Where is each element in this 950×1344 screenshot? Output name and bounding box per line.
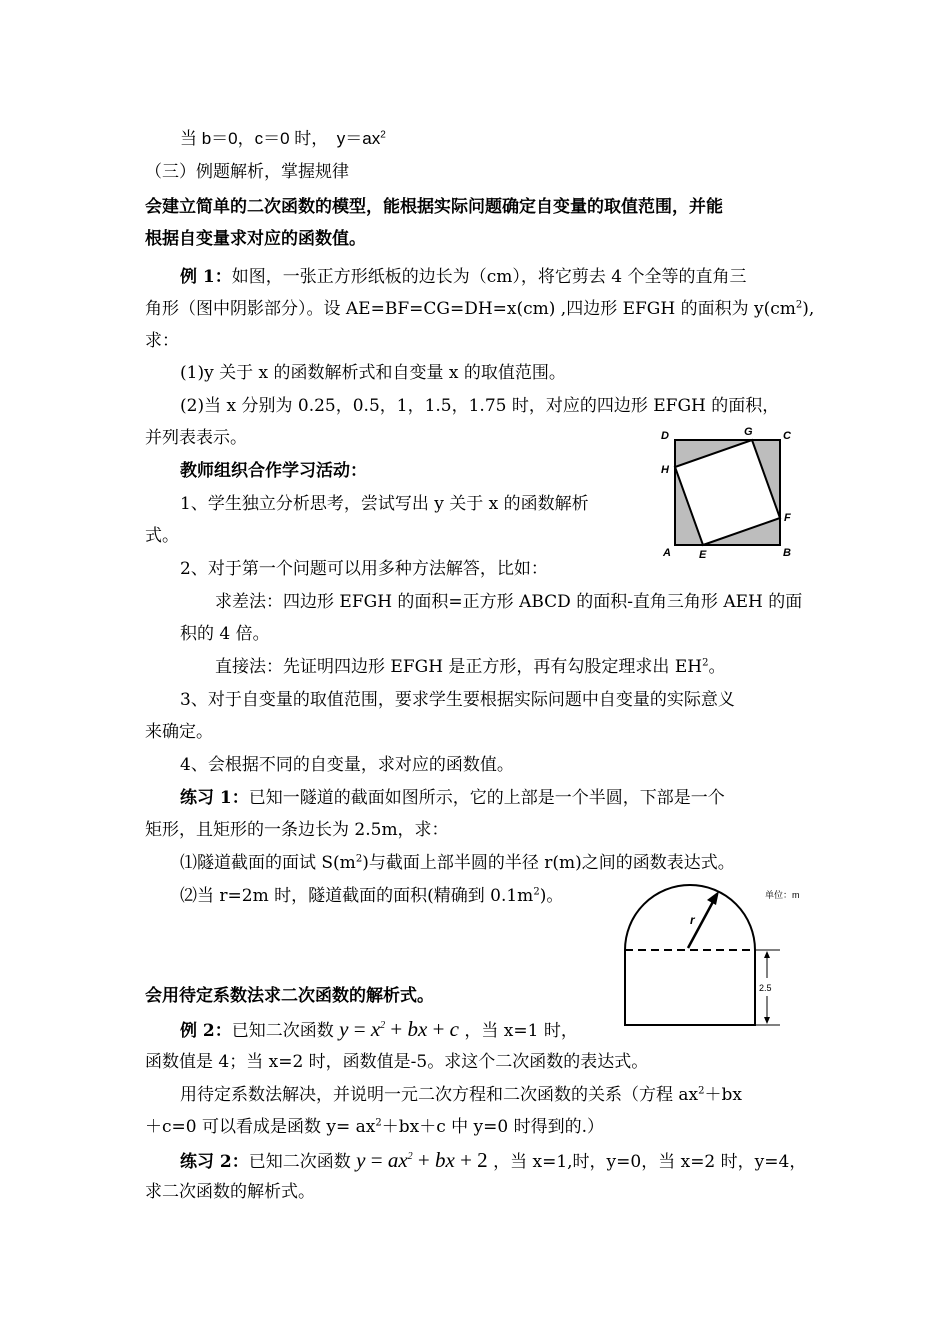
section-heading: （三）例题解析，掌握规律 [145,162,349,182]
tunnel-outline [625,885,755,1025]
step-1-line-2: 式。 [145,526,179,546]
example-2-formula: $y = x^2$ + bx + c [339,1017,459,1041]
solution-line-1: 用待定系数法解决，并说明一元二次方程和二次函数的关系（方程 $ax^2+bx$ [180,1085,742,1105]
example-1-question-2-cont: 并列表表示。 [145,428,247,448]
label-f: F [784,512,791,524]
solution-line-2: ＋c=0 可以看成是函数 $y= ax^2+bx+c$ 中 y=0 时得到的.） [145,1117,605,1137]
example-2-line-1: 例 2：已知二次函数 $y = x^2$ + bx + c ，当 x=1 时， [180,1017,578,1041]
practice-1-line-1: 练习 1：已知一隧道的截面如图所示，它的上部是一个半圆，下部是一个 [180,788,725,808]
practice-2-line-1: 练习 2：已知二次函数 $y = ax^2$ + bx + 2 ，当 x=1,时，y=0，当 x=2 时，y=4， [180,1148,807,1172]
label-b: B [783,547,791,559]
example-2-line-2: 函数值是 4；当 x=2 时，函数值是-5。求这个二次函数的表达式。 [145,1052,649,1072]
height-label: 2.5 [759,983,772,993]
practice-1-question-1: ⑴隧道截面的面试 $S(m^2)$与截面上部半圆的半径 r(m)之间的函数表达式。 [180,853,735,873]
dimension-arrow-up [764,951,770,958]
step-2: 2、对于第一个问题可以用多种方法解答，比如： [180,559,548,579]
example-1-line-2: 角形（图中阴影部分）。设 AE=BF=CG=DH=x(cm) ,四边形 EFGH 的面积为 $y(cm^2)$, [145,299,815,319]
practice-1-line-2: 矩形，且矩形的一条边长为 2.5m，求： [145,820,449,840]
practice-2-line-2: 求二次函数的解析式。 [145,1182,315,1202]
practice-2-formula: $y = ax^2$ + bx + 2 [356,1148,488,1172]
practice-1-question-2: ⑵当 r=2m 时，隧道截面的面积(精确到 $0.1m^2$)。 [180,886,564,906]
radius-arrowhead [707,891,719,905]
dimension-arrow-down [764,1017,770,1024]
step-4: 4、会根据不同的自变量，求对应的函数值。 [180,755,514,775]
step-3-line-2: 来确定。 [145,722,213,742]
unit-label: 单位：m [765,890,800,900]
label-c: C [783,430,791,442]
radius-label: r [690,913,695,927]
example-1-question-1: (1)y 关于 x 的函数解析式和自变量 x 的取值范围。 [180,363,566,383]
square-figure [655,425,805,565]
label-e: E [699,549,707,561]
step-3-line-1: 3、对于自变量的取值范围，要求学生要根据实际问题中自变量的实际意义 [180,690,735,710]
label-g: G [744,426,753,438]
special-case-line: 当 b＝0，c＝0 时， $y=ax^2$ [180,129,386,148]
method-difference-line-1: 求差法：四边形 EFGH 的面积=正方形 ABCD 的面积-直角三角形 AEH 的面 [215,592,803,612]
objective-heading-2: 会用待定系数法求二次函数的解析式。 [145,986,434,1006]
method-direct: 直接法：先证明四边形 EFGH 是正方形，再有勾股定理求出 $EH^2$。 [215,657,726,677]
example-1-question-2: (2)当 x 分别为 0.25，0.5，1，1.5，1.75 时，对应的四边形 EFGH 的面积， [180,396,780,416]
label-d: D [661,430,669,442]
example-1-line-3: 求： [145,331,179,351]
method-difference-line-2: 积的 4 倍。 [180,624,270,644]
objective-line-1: 会建立简单的二次函数的模型，能根据实际问题确定自变量的取值范围，并能 [145,197,723,217]
teacher-activity-heading: 教师组织合作学习活动： [180,461,367,481]
label-h: H [661,464,669,476]
example-1-line-1: 例 1：如图，一张正方形纸板的边长为（cm），将它剪去 4 个全等的直角三 [180,267,747,287]
tunnel-figure [615,880,815,1030]
objective-line-2: 根据自变量求对应的函数值。 [145,229,366,249]
step-1-line-1: 1、学生独立分析思考，尝试写出 y 关于 x 的函数解析 [180,494,589,514]
label-a: A [663,547,671,559]
